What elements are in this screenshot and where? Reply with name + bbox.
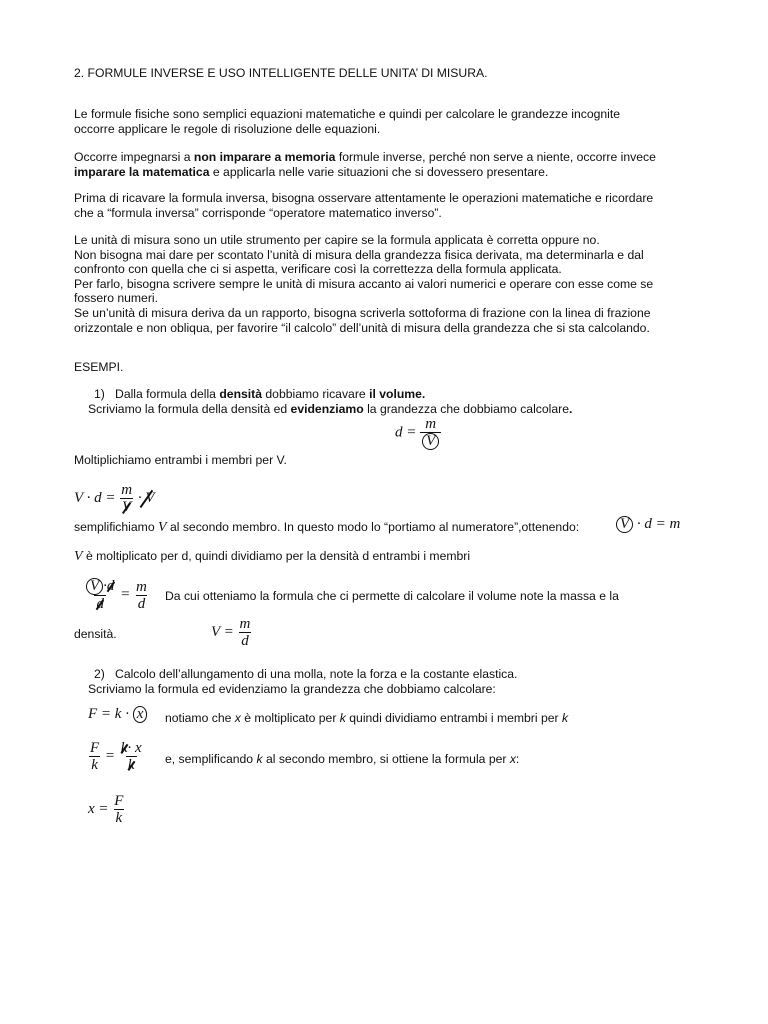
formula-multiplied xyxy=(74,482,155,515)
text-span: Dalla formula della xyxy=(115,387,220,401)
numerator xyxy=(119,740,144,756)
numerator: m xyxy=(425,416,437,432)
fraction xyxy=(84,578,116,612)
cancelled-variable: d xyxy=(96,596,104,612)
formula-hooke-divided xyxy=(88,740,144,773)
variable: V xyxy=(74,549,83,564)
text-line: orizzontale e non obliqua, per favorire “il calcolo” dell’unità di misura della grandezza che si sta calcolando. xyxy=(74,320,650,335)
cancelled-variable: k xyxy=(120,740,128,756)
bold-text: imparare la matematica xyxy=(74,164,210,179)
text-line: Non bisogna mai dare per scontato l’unità di misura della grandezza fisica derivata, ma determinarla e dal xyxy=(74,247,644,262)
cancelled-term: · V xyxy=(137,489,155,506)
denominator: k xyxy=(91,757,98,773)
formula-lhs: x = xyxy=(88,800,109,817)
bold-text: non imparare a memoria xyxy=(193,150,336,164)
text-notice xyxy=(165,711,568,725)
text-line: Per farlo, bisogna scrivere sempre le unità di misura accanto ai valori numerici e operare con esse come se xyxy=(74,276,654,291)
formula-lhs: V = xyxy=(211,623,234,640)
text-multiply: Moltiplichiamo entrambi i membri per V. xyxy=(74,453,287,467)
dot-operator: · xyxy=(103,578,107,594)
text-span: formule inverse, perché non serve a niente, occorre invece xyxy=(335,150,656,164)
cancelled-variable: k xyxy=(127,757,135,773)
document-title: 2. FORMULE INVERSE E USO INTELLIGENTE DELLE UNITA’ DI MISURA. xyxy=(74,66,488,80)
fraction xyxy=(88,740,101,773)
text-span: al secondo membro, si ottiene la formula per xyxy=(262,752,510,766)
list-number: 2) xyxy=(94,667,105,681)
fraction xyxy=(119,482,134,515)
bold-text: il volume. xyxy=(369,387,426,401)
variable: x xyxy=(509,752,516,766)
equals-sign: = xyxy=(120,586,131,603)
cancelled-variable: V xyxy=(122,499,132,515)
text-span: al secondo membro. In questo modo lo “portiamo al numeratore”,ottenendo: xyxy=(166,520,580,534)
examples-heading: ESEMPI. xyxy=(74,360,124,374)
cancelled-variable: d xyxy=(106,578,115,594)
paragraph-intro xyxy=(74,107,714,136)
text-line: Prima di ricavare la formula inversa, bisogna osservare attentamente le operazioni matematiche e ricordare xyxy=(74,191,654,205)
denominator xyxy=(120,498,133,515)
text-line: Se un’unità di misura deriva da un rapporto, bisogna scriverla sottoforma di frazione con la linea di frazione xyxy=(74,305,651,320)
text-line: che a “formula inversa” corrisponde “operatore matematico inverso”. xyxy=(74,205,442,220)
formula-lhs: V · d = xyxy=(74,489,116,506)
denominator: d xyxy=(241,633,249,649)
text-span: quindi dividiamo entrambi i membri per xyxy=(345,711,562,725)
formula-hooke xyxy=(88,706,147,723)
text-line: Le formule fisiche sono semplici equazioni matematiche e quindi per calcolare le grandezze incognite xyxy=(74,107,621,121)
text-span: Calcolo dell’allungamento di una molla, note la forza e la costante elastica. xyxy=(115,667,518,681)
bold-text: evidenziamo xyxy=(290,402,364,416)
text-span: la grandezza che dobbiamo calcolare xyxy=(363,402,569,416)
paragraph-units xyxy=(74,233,714,335)
text-simplifying xyxy=(165,752,519,766)
list-number: 1) xyxy=(94,387,105,401)
circled-variable: V xyxy=(422,433,439,450)
formula-rest: · d = m xyxy=(636,516,681,532)
text-span: è moltiplicato per d, quindi dividiamo per la densità d entrambi i membri xyxy=(82,549,471,563)
numerator: F xyxy=(90,740,100,756)
formula-elongation xyxy=(88,793,125,826)
example-1-intro xyxy=(94,387,425,401)
text-span: Scriviamo la formula della densità ed xyxy=(88,402,291,416)
numerator: m xyxy=(121,482,133,498)
text-from-which: Da cui otteniamo la formula che ci permette di calcolare il volume note la massa e la xyxy=(165,589,619,603)
formula-rest: · x xyxy=(127,740,142,756)
formula-density xyxy=(395,416,441,450)
denominator xyxy=(126,756,137,773)
variable: x xyxy=(234,711,241,725)
text-line: fossero numeri. xyxy=(74,291,158,306)
text-span: e applicarla nelle varie situazioni che si dovessero presentare. xyxy=(209,164,549,179)
text-span: è moltiplicato per xyxy=(240,711,340,725)
denominator: d xyxy=(137,595,146,612)
text-simplify xyxy=(74,520,579,536)
text-span: e, semplificando xyxy=(165,752,257,766)
equals-sign: = xyxy=(104,747,116,764)
circled-variable: V xyxy=(86,578,103,595)
text-line: Le unità di misura sono un utile strumento per capire se la formula applicata è corretta oppure no. xyxy=(74,233,600,247)
denominator xyxy=(94,595,106,612)
variable: k xyxy=(339,711,346,725)
fraction xyxy=(112,793,125,826)
text-line: occorre applicare le regole di risoluzione delle equazioni. xyxy=(74,121,381,136)
formula-divided xyxy=(84,578,149,612)
formula-volume xyxy=(211,616,252,649)
formula-result-numerator xyxy=(616,516,680,533)
bold-text: densità xyxy=(219,387,263,401)
text-line: confronto con quella che ci si aspetta, verificare così la correttezza della formula applicata. xyxy=(74,262,562,277)
example-2-intro xyxy=(94,667,517,681)
variable: V xyxy=(158,520,167,535)
formula-lhs: F = k · xyxy=(88,706,129,722)
formula-lhs: d = xyxy=(395,424,417,441)
fraction xyxy=(238,616,253,649)
text-span: Occorre impegnarsi a xyxy=(74,150,194,164)
text-span: semplifichiamo xyxy=(74,520,158,534)
circled-variable: V xyxy=(616,516,633,533)
text-density: densità. xyxy=(74,627,117,641)
text-divide xyxy=(74,549,470,565)
bold-text: . xyxy=(569,402,573,416)
variable: k xyxy=(561,711,569,725)
paragraph-advice xyxy=(74,150,714,179)
numerator: F xyxy=(114,793,124,809)
text-span: notiamo che xyxy=(165,711,235,725)
numerator xyxy=(84,578,116,595)
example-2-instruction: Scriviamo la formula ed evidenziamo la grandezza che dobbiamo calcolare: xyxy=(88,682,496,696)
denominator xyxy=(420,432,441,450)
numerator: m xyxy=(136,578,147,595)
circled-variable: x xyxy=(133,706,148,723)
fraction xyxy=(420,416,441,450)
text-span: dobbiamo ricavare xyxy=(262,387,370,401)
example-1-instruction xyxy=(88,402,572,416)
fraction xyxy=(119,740,144,773)
denominator: k xyxy=(115,810,123,826)
fraction xyxy=(134,579,149,612)
text-span: : xyxy=(515,752,520,766)
numerator: m xyxy=(239,616,251,632)
variable: k xyxy=(256,752,263,766)
paragraph-inverse xyxy=(74,191,714,220)
